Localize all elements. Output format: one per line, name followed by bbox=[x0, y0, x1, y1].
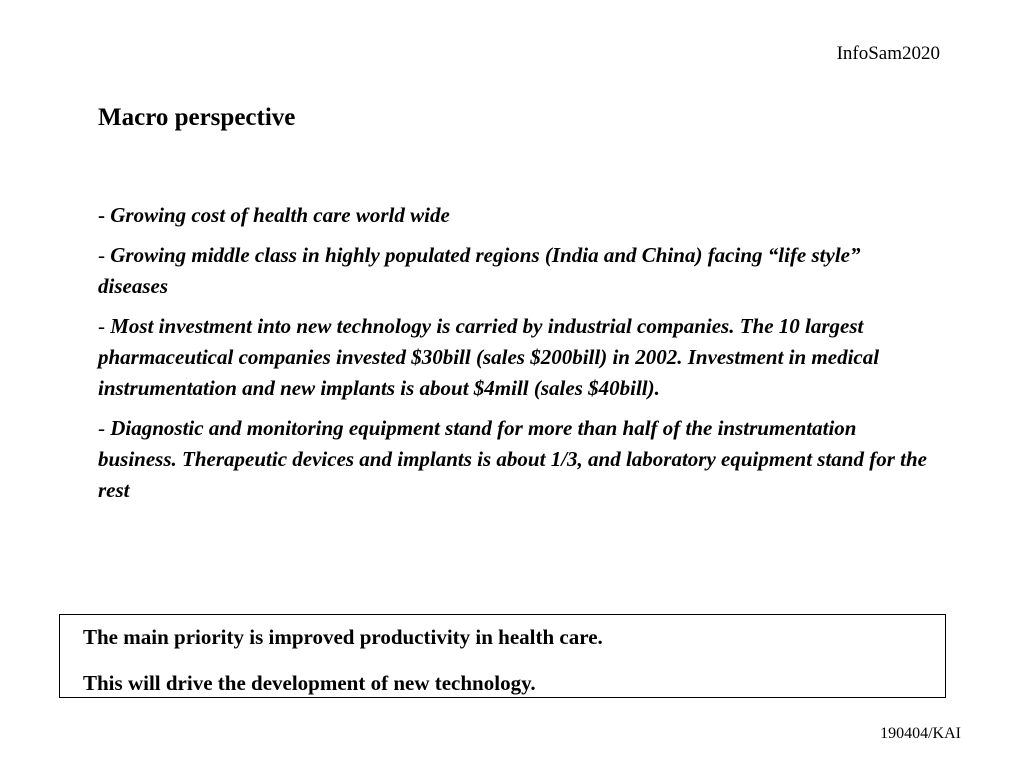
callout-line: This will drive the development of new technology. bbox=[83, 671, 536, 695]
bullet-list bbox=[98, 200, 928, 515]
bullet-item bbox=[98, 200, 928, 231]
bullet-dash: - bbox=[98, 314, 105, 338]
bullet-text: Growing cost of health care world wide bbox=[110, 203, 450, 227]
bullet-item bbox=[98, 413, 928, 506]
footer-tag: 190404/KAI bbox=[880, 725, 961, 742]
bullet-item bbox=[98, 240, 928, 302]
bullet-text: Most investment into new technology is carried by industrial companies. The 10 largest pharmaceutical companies invested $30bill (sales $200bill) in 2002. Investment in medical instrumentation and new implants is about $4mill (sales $40bill). bbox=[98, 314, 880, 400]
header-tag: InfoSam2020 bbox=[836, 43, 940, 64]
bullet-dash: - bbox=[98, 416, 105, 440]
callout-line: The main priority is improved productivity in health care. bbox=[83, 625, 603, 649]
slide-title: Macro perspective bbox=[98, 104, 296, 131]
bullet-dash: - bbox=[98, 203, 105, 227]
bullet-text: Growing middle class in highly populated regions (India and China) facing “life style” diseases bbox=[98, 243, 861, 298]
bullet-dash: - bbox=[98, 243, 105, 267]
bullet-text: Diagnostic and monitoring equipment stand for more than half of the instrumentation business. Therapeutic devices and implants is about 1/3, and laboratory equipment stand for the rest bbox=[98, 416, 927, 502]
bullet-item bbox=[98, 311, 928, 404]
callout-box bbox=[59, 614, 946, 698]
